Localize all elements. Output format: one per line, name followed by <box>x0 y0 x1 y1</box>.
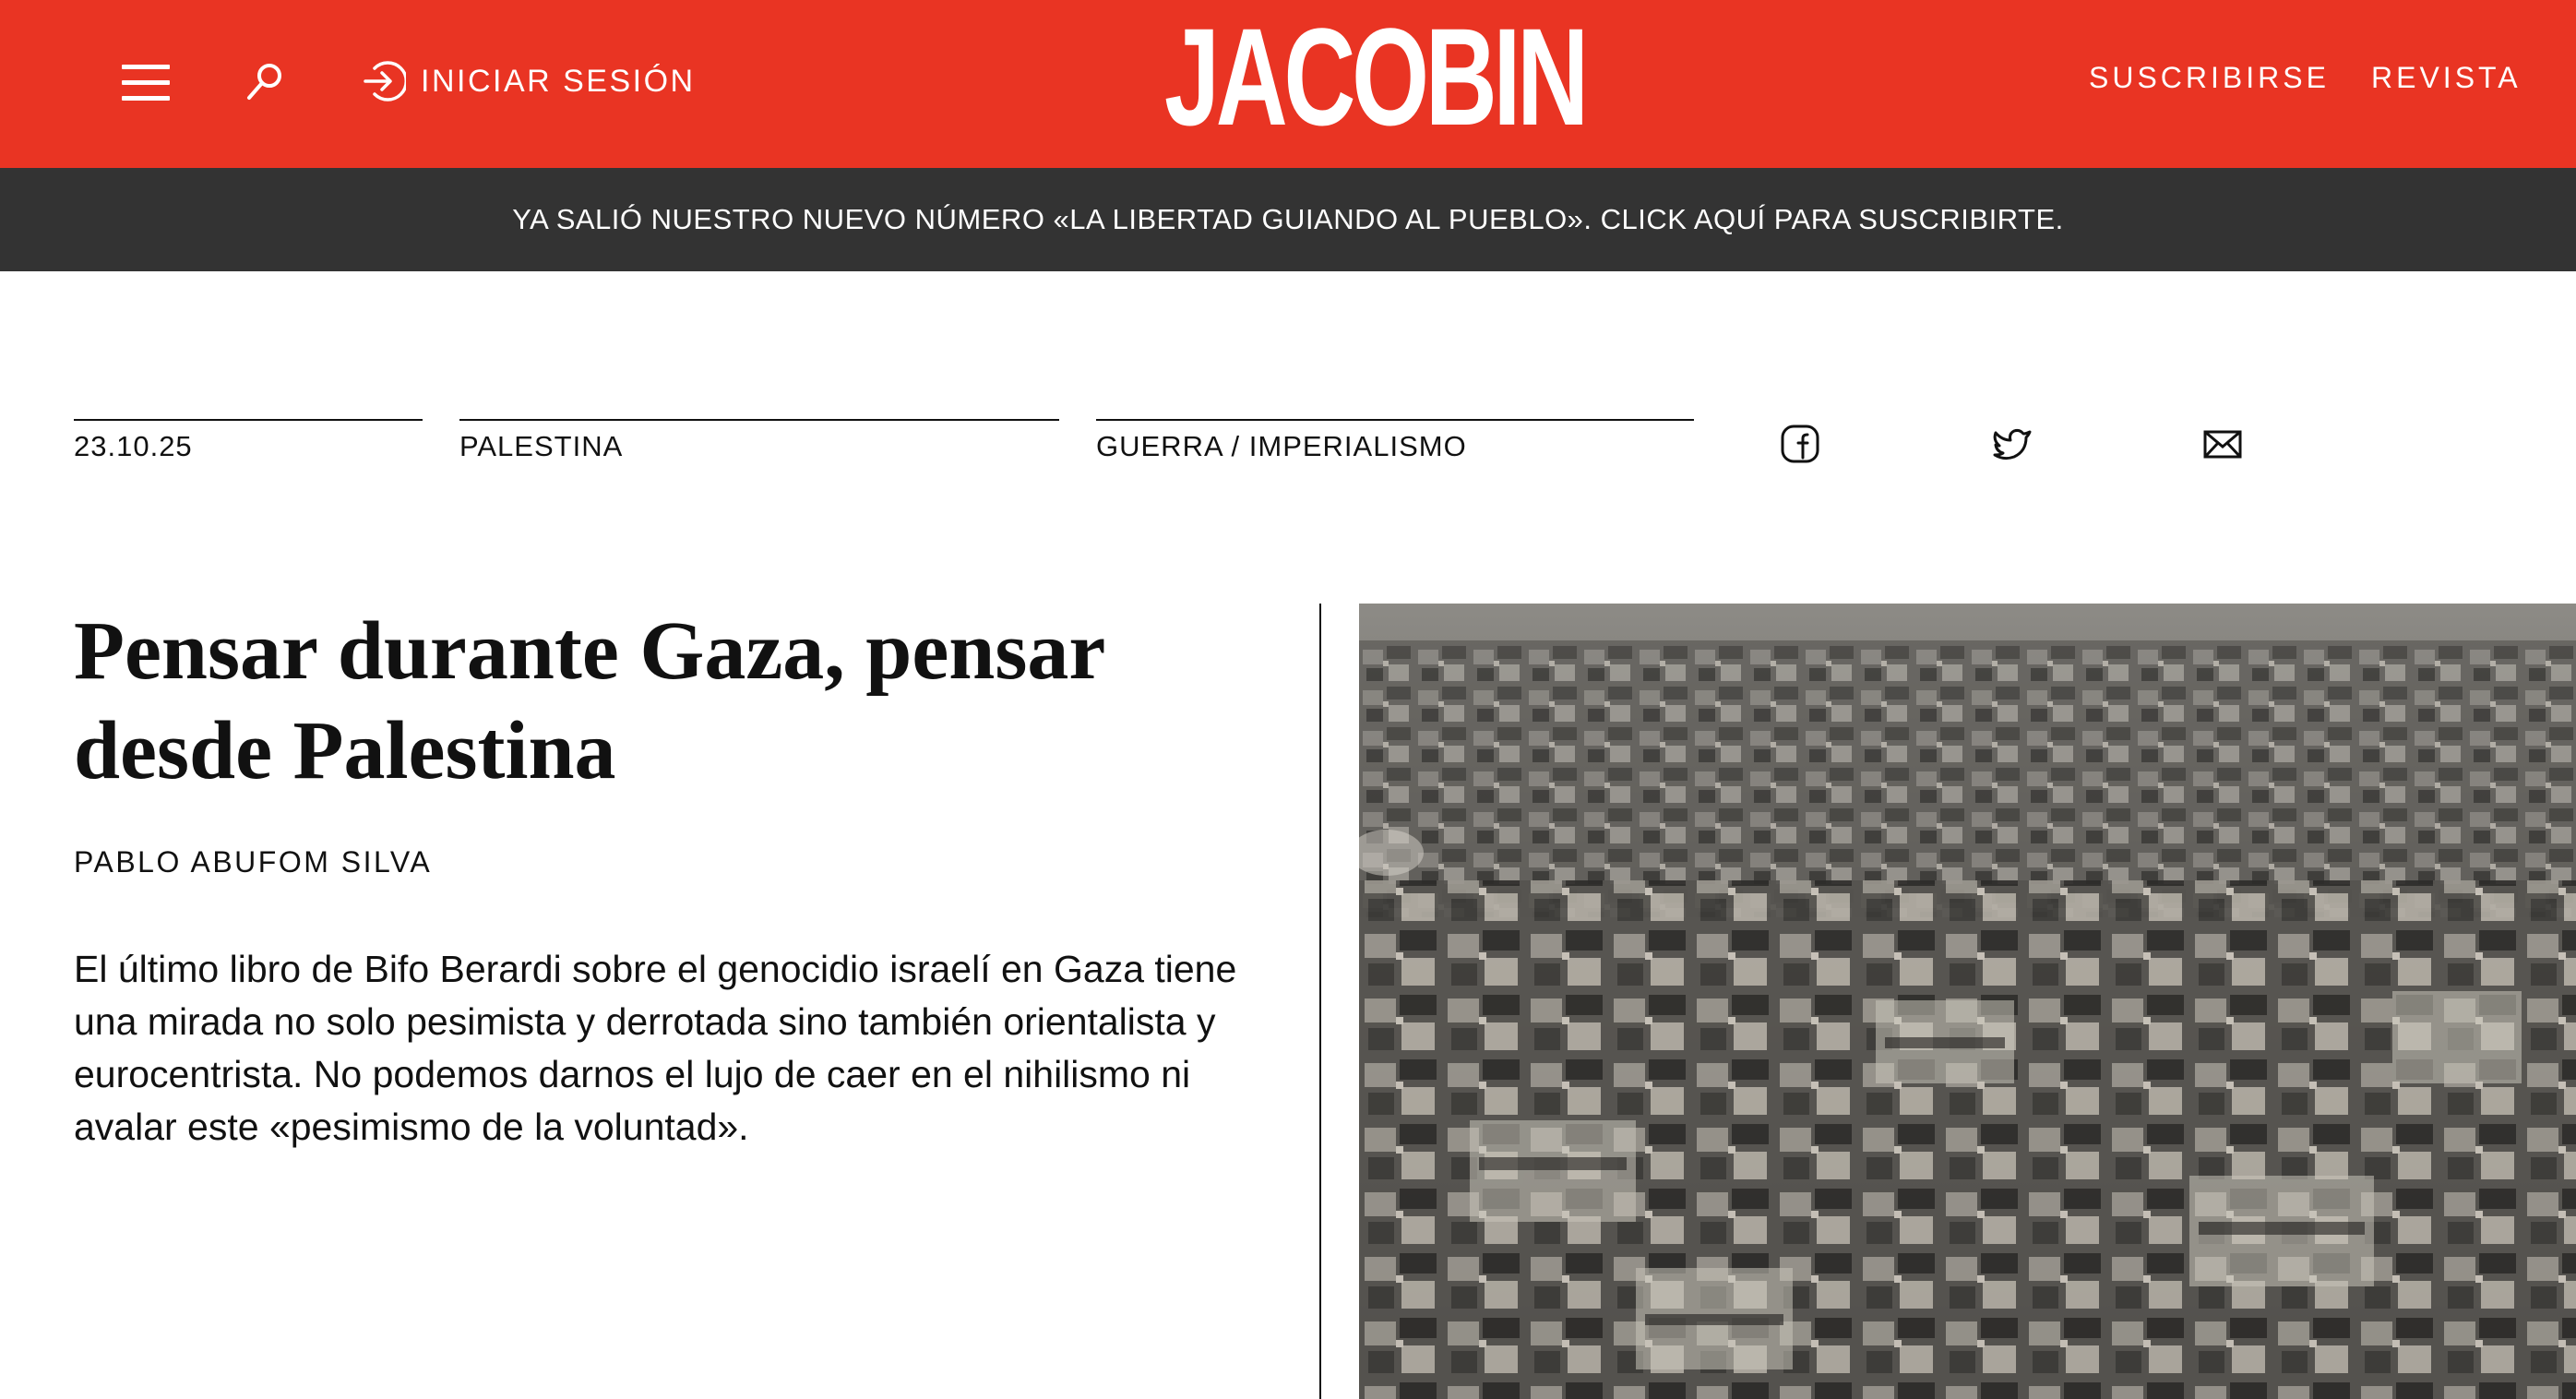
article-lede: El último libro de Bifo Berardi sobre el genocidio israelí en Gaza tiene una mirada no solo pesimista y derrotada sino también orientalista y eurocentrista. No podemos darnos el lujo de caer en el nihilismo ni avalar este «pesimismo de la voluntad». <box>74 948 1237 1148</box>
menu-icon[interactable] <box>122 65 170 102</box>
login-label: INICIAR SESIÓN <box>421 63 696 99</box>
author-link[interactable]: PABLO ABUFOM SILVA <box>74 845 433 879</box>
category-text: PALESTINA <box>459 430 624 462</box>
hero-image <box>1359 604 2576 1399</box>
magazine-link[interactable]: REVISTA <box>2371 61 2522 94</box>
tags-text: GUERRA / IMPERIALISMO <box>1096 430 1467 462</box>
date-text: 23.10.25 <box>74 430 193 462</box>
login-icon <box>362 59 406 103</box>
category-link[interactable] <box>459 419 1059 469</box>
announcement-text: YA SALIÓ NUESTRO NUEVO NÚMERO «LA LIBERTAD GUIANDO AL PUEBLO». CLICK AQUÍ PARA SUSCRIBIRTE. <box>512 203 2064 235</box>
twitter-icon[interactable] <box>1991 423 2033 465</box>
mail-icon[interactable] <box>2201 423 2244 465</box>
article-title: Pensar durante Gaza, pensar desde Palestina <box>74 605 1104 796</box>
site-logo[interactable]: JACOBIN <box>1164 0 1585 154</box>
site-header <box>0 0 2576 168</box>
search-icon[interactable] <box>242 59 288 105</box>
facebook-icon[interactable] <box>1779 423 1821 465</box>
announcement-banner[interactable] <box>0 168 2576 271</box>
login-link[interactable] <box>362 57 696 105</box>
subscribe-link[interactable]: SUSCRIBIRSE <box>2089 61 2330 94</box>
article-date <box>74 419 423 469</box>
tags-link[interactable] <box>1096 419 1694 469</box>
column-divider <box>1319 604 1321 1399</box>
